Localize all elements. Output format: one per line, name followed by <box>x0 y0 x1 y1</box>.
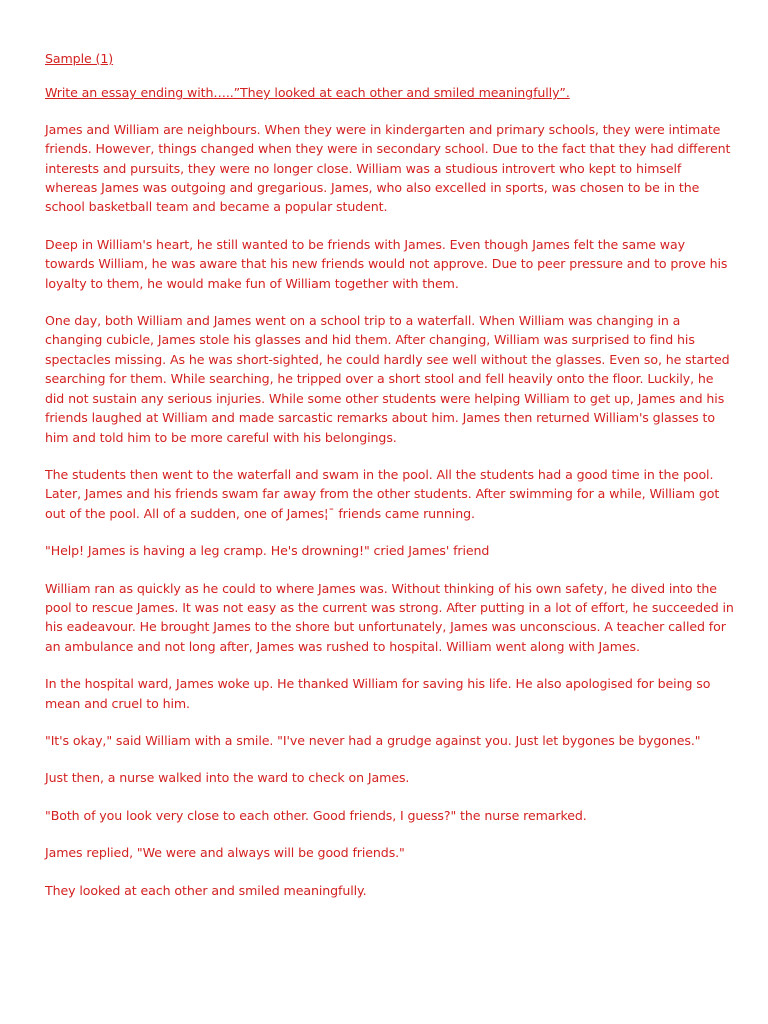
paragraph-7: In the hospital ward, James woke up. He thanked William for saving his life. He also apologised for being so mean and cruel to him. <box>45 676 711 711</box>
paragraph-2: Deep in William's heart, he still wanted to be friends with James. Even though James felt the same way towards William, he was aware that his new friends would not approve. Due to peer pressure and to prove his loyalty to them, he would make fun of William together with them. <box>45 236 728 291</box>
paragraph-3: One day, both William and James went on a school trip to a waterfall. When William was changing in a changing cubicle, James stole his glasses and hid them. After changing, William was surprised to find his spectacles missing. As he was short-sighted, he could hardly see well without the glasses. Even so, he started searching for them. While searching, he tripped over a short stool and fell heavily onto the floor. Luckily, he did not sustain any serious injuries. While some other students were helping William to get up, James and his friends laughed at William and made sarcastic remarks about him. James then returned William's glasses to him and told him to be more careful with his belongings. <box>45 313 730 445</box>
paragraph-6: William ran as quickly as he could to where James was. Without thinking of his own safety, he dived into the pool to rescue James. It was not easy as the current was strong. After putting in a lot of effort, he succeeded in his eadeavour. He brought James to the shore but unfortunately, James was unconscious. A teacher called for an ambulance and not long after, James was rushed to hospital. William went along with James. <box>45 580 734 654</box>
essay-body <box>45 49 735 918</box>
paragraph-5: "Help! James is having a leg cramp. He's drowning!" cried James' friend <box>45 543 490 559</box>
paragraph-8: "It's okay," said William with a smile. "I've never had a grudge against you. Just let bygones be bygones." <box>45 732 701 748</box>
essay-prompt: Write an essay ending with…..”They looked at each other and smiled meaningfully”. <box>45 85 570 101</box>
paragraph-9: Just then, a nurse walked into the ward to check on James. <box>45 770 410 786</box>
sample-heading: Sample (1) <box>45 51 114 66</box>
paragraph-10: "Both of you look very close to each other. Good friends, I guess?" the nurse remarked. <box>45 807 587 823</box>
paragraph-1: James and William are neighbours. When they were in kindergarten and primary schools, they were intimate friends. However, things changed when they were in secondary school. Due to the fact that they had different interests and pursuits, they were no longer close. William was a studious introvert who kept to himself whereas James was outgoing and gregarious. James, who also excelled in sports, was chosen to be in the school basketball team and became a popular student. <box>45 121 731 215</box>
paragraph-4: The students then went to the waterfall and swam in the pool. All the students had a good time in the pool. Later, James and his friends swam far away from the other students. After swimming for a while, William got out of the pool. All of a sudden, one of James¦¯ friends came running. <box>45 466 720 521</box>
paragraph-11: James replied, "We were and always will be good friends." <box>45 845 405 861</box>
paragraph-12: They looked at each other and smiled meaningfully. <box>45 882 367 898</box>
